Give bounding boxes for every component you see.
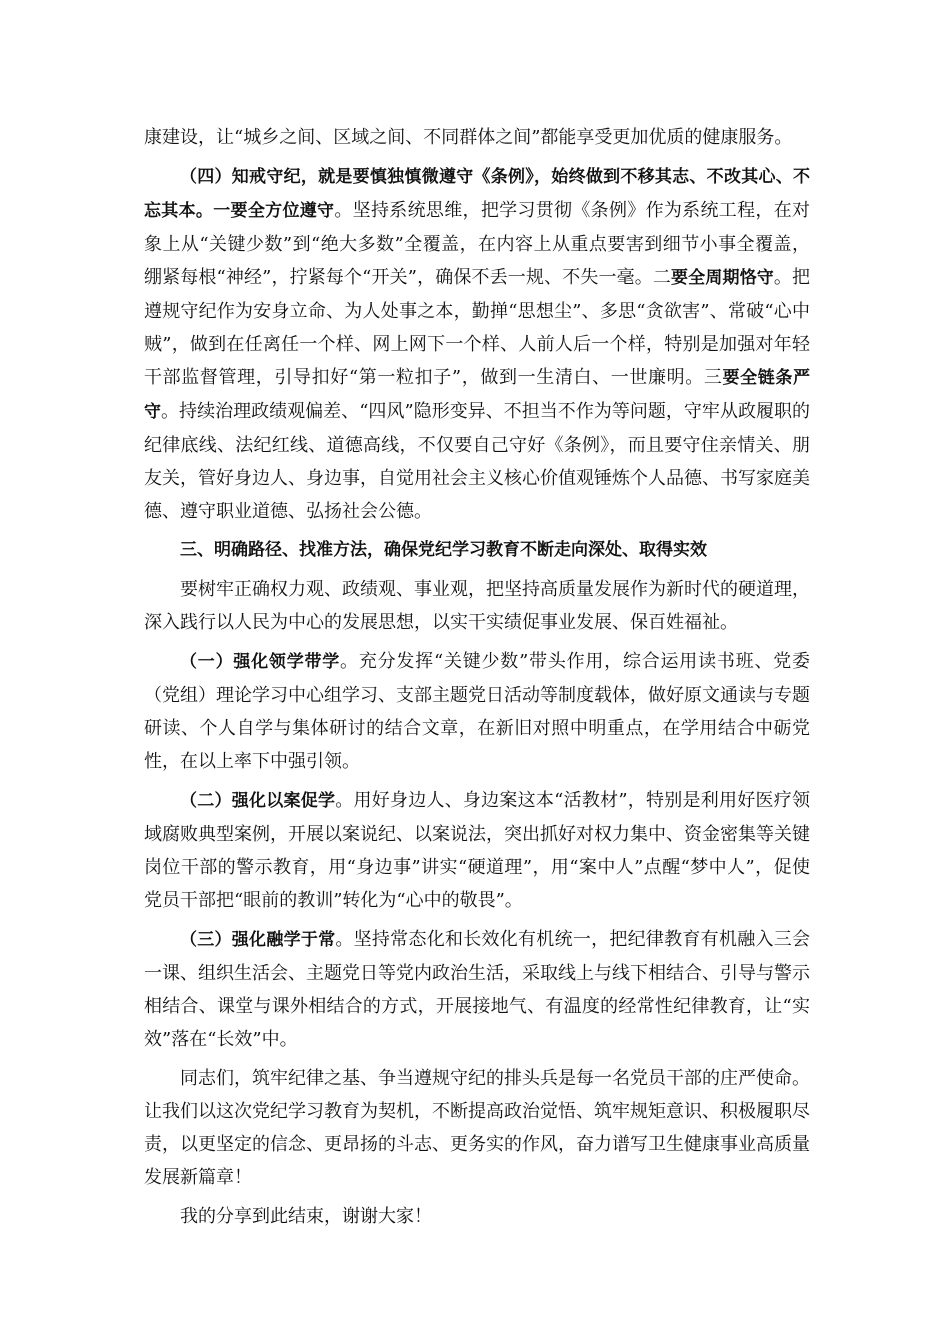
paragraph-continuation [144,121,810,154]
paragraph-text: 同志们，筑牢纪律之基、争当遵规守纪的排头兵是每一名党员干部的庄严使命。让我们以这次党纪学习教育为契机，不断提高政治觉悟、筑牢规矩意识、积极履职尽责，以更坚定的信念、更昂扬的斗志、更务实的作风，奋力谱写卫生健康事业高质量发展新篇章！ [144,1068,810,1188]
paragraph-item-2 [144,784,810,917]
paragraph-text: 。把遵规守纪作为安身立命、为人处事之本，勤掸“思想尘”、多思“贪欲害”、常破“心中贼”，做到在任离任一个样、网上网下一个样、人前人后一个样，特别是加强对年轻干部监督管理，引导扣好“第一粒扣子”，做到一生清白、一世廉明。三 [144,267,811,388]
paragraph-text: 。坚持常态化和长效化有机统一，把纪律教育有机融入三会一课、组织生活会、主题党日等党内政治生活，采取线上与线下相结合、引导与警示相结合、课堂与课外相结合的方式，开展接地气、有温度的经常性纪律教育，让“实效”落在“长效”中。 [144,929,811,1050]
paragraph-text: 康建设，让“城乡之间、区域之间、不同群体之间”都能享受更加优质的健康服务。 [144,127,793,148]
section-heading-3: 三、明确路径、找准方法，确保党纪学习教育不断走向深处、取得实效 [180,540,707,560]
point-bold-3: 要全链条严守 [144,368,810,422]
paragraph-item-1 [144,645,810,778]
paragraph-text: 。用好身边人、身边案这本“活教材”，特别是利用好医疗领域腐败典型案例，开展以案说纪、以案说法，突出抓好对权力集中、资金密集等关键岗位干部的警示教育，用“身边事”讲实“硬道理”，用“案中人”点醒“梦中人”，促使党员干部把“眼前的教训”转化为“心中的敬畏”。 [144,790,811,911]
section-lead-bold: （四）知戒守纪，就是要慎独慎微遵守《条例》，始终做到不移其志、不改其心、不忘其本。一要全方位遵守 [144,167,810,221]
paragraph-text: 我的分享到此结束，谢谢大家！ [180,1206,432,1227]
paragraph-text: 要树牢正确权力观、政绩观、事业观，把坚持高质量发展作为新时代的硬道理，深入践行以人民为中心的发展思想，以实干实绩促事业发展、保百姓福祉。 [144,579,810,633]
document-body [144,121,810,1239]
item-lead-bold: （二）强化以案促学 [180,791,336,811]
paragraph-thanks [144,1200,810,1233]
paragraph-text: 。持续治理政绩观偏差、“四风”隐形变异、不担当不作为等问题，守牢从政履职的纪律底线、法纪红线、道德高线，不仅要自己守好《条例》，而且要守住亲情关、朋友关，管好身边人、身边事，自觉用社会主义核心价值观锤炼个人品德、书写家庭美德、遵守职业道德、弘扬社会公德。 [144,401,811,522]
paragraph-closing [144,1062,810,1194]
paragraph-text: 。坚持系统思维，把学习贯彻《条例》作为系统工程，在对象上从“关键少数”到“绝大多数”全覆盖，在内容上从重点要害到细节小事全覆盖，绷紧每根“神经”，拧紧每个“开关”，确保不丢一规、不失一毫。二 [144,200,811,288]
paragraph-section-4 [144,160,810,528]
item-lead-bold: （三）强化融学于常 [180,930,336,950]
paragraph-item-3 [144,923,810,1056]
paragraph-intro [144,573,810,639]
paragraph-text: 。充分发挥“关键少数”带头作用，综合运用读书班、党委（党组）理论学习中心组学习、支部主题党日活动等制度载体，做好原文通读与专题研读、个人自学与集体研讨的结合文章，在新旧对照中明重点，在学用结合中砺党性，在以上率下中强引领。 [144,651,811,772]
item-lead-bold: （一）强化领学带学 [180,652,341,672]
point-bold-2: 要全周期恪守 [671,268,774,288]
